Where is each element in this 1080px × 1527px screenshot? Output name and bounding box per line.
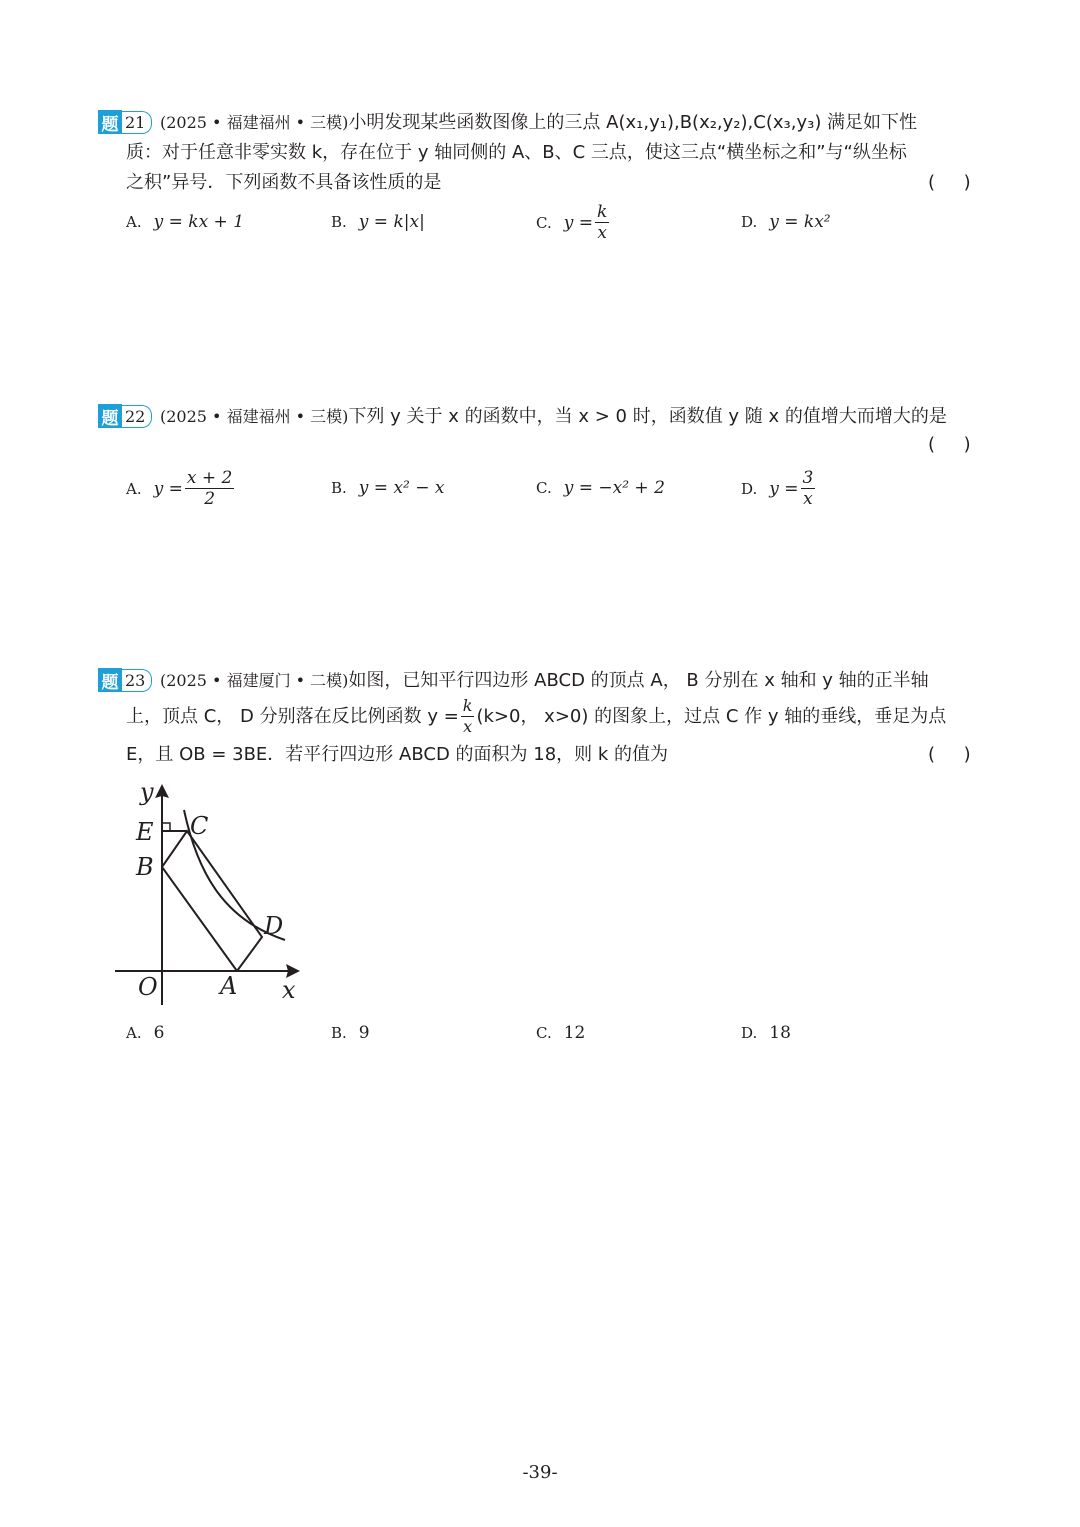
badge-label: 题 — [98, 110, 122, 134]
option-text: y = — [153, 478, 183, 499]
option-d — [741, 212, 831, 232]
option-c — [536, 1023, 585, 1043]
option-label: A. — [126, 479, 142, 498]
label-c: C — [190, 812, 209, 840]
label-b: B — [136, 853, 154, 881]
answer-paren: ( ) — [928, 172, 971, 193]
page-number: -39- — [522, 1462, 558, 1483]
option-b — [331, 478, 445, 498]
label-o: O — [138, 973, 158, 1001]
option-d — [741, 1023, 791, 1043]
option-text: y = k|x| — [358, 212, 425, 232]
question-badge — [98, 668, 152, 692]
option-text: y = kx + 1 — [153, 212, 245, 232]
option-d — [741, 468, 817, 509]
denominator: x — [803, 489, 813, 509]
parallelogram-abcd — [162, 831, 262, 971]
label-a: A — [220, 972, 238, 1000]
fraction — [185, 468, 234, 509]
badge-label: 题 — [98, 404, 122, 428]
question-line — [126, 696, 946, 737]
option-label: C. — [536, 1024, 552, 1042]
question-source: (2025 • 福建福州 • 三模) — [160, 113, 349, 132]
question-text: 小明发现某些函数图像上的三点 A(x₁,y₁),B(x₂,y₂),C(x₃,y₃) 满足如下性 — [348, 112, 918, 133]
denominator: x — [463, 717, 473, 736]
question-text: 如图，已知平行四边形 ABCD 的顶点 A， B 分别在 x 轴和 y 轴的正半轴 — [348, 670, 929, 691]
option-b — [331, 212, 425, 232]
question-text: 之积”异号．下列函数不具备该性质的是 — [126, 172, 442, 193]
fraction — [801, 468, 816, 509]
option-text: 9 — [358, 1023, 370, 1043]
option-text: 6 — [153, 1023, 165, 1043]
label-e: E — [136, 818, 154, 846]
parallelogram-figure — [110, 780, 310, 1010]
question-line — [160, 404, 947, 430]
fraction — [595, 202, 609, 243]
question-text: (k>0， x>0) 的图象上，过点 C 作 y 轴的垂线，垂足为点 — [476, 705, 947, 727]
question-text: 下列 y 关于 x 的函数中，当 x > 0 时，函数值 y 随 x 的值增大而增大的是 — [348, 406, 947, 427]
question-line — [160, 668, 929, 694]
option-label: B. — [331, 213, 347, 231]
option-a — [126, 468, 236, 509]
numerator: 3 — [802, 468, 814, 488]
option-text: 18 — [769, 1023, 791, 1043]
option-text: y = — [769, 478, 799, 499]
option-c — [536, 202, 611, 243]
answer-paren: ( ) — [928, 434, 971, 455]
denominator: x — [597, 223, 607, 243]
option-text: y = — [563, 212, 593, 233]
question-text: 上，顶点 C， D 分别落在反比例函数 y = — [126, 705, 459, 727]
option-text: y = −x² + 2 — [563, 478, 665, 498]
option-a — [126, 212, 244, 232]
question-number: 22 — [122, 405, 152, 428]
option-label: B. — [331, 479, 347, 497]
option-text: 12 — [563, 1023, 586, 1043]
numerator: k — [596, 202, 608, 222]
option-text: y = x² − x — [358, 478, 445, 498]
question-source: (2025 • 福建厦门 • 二模) — [160, 671, 349, 690]
numerator: k — [462, 696, 473, 715]
y-axis-arrow-icon — [155, 784, 169, 798]
denominator: 2 — [204, 489, 216, 509]
question-badge — [98, 404, 152, 428]
option-label: A. — [126, 1024, 142, 1042]
question-number: 21 — [122, 111, 152, 134]
option-label: A. — [126, 213, 142, 231]
option-label: D. — [741, 213, 758, 231]
question-source: (2025 • 福建福州 • 三模) — [160, 407, 349, 426]
option-c — [536, 478, 665, 498]
option-text: y = kx² — [769, 212, 831, 232]
question-number: 23 — [122, 669, 152, 692]
option-label: B. — [331, 1024, 347, 1042]
right-angle-mark — [162, 823, 170, 831]
option-label: C. — [536, 479, 552, 497]
question-text: 质：对于任意非零实数 k，存在位于 y 轴同侧的 A、B、C 三点，使这三点“横坐标之和”与“纵坐标 — [126, 142, 907, 163]
badge-label: 题 — [98, 668, 122, 692]
label-d: D — [264, 912, 284, 940]
answer-paren: ( ) — [928, 744, 971, 765]
label-x: x — [282, 976, 296, 1004]
option-a — [126, 1023, 164, 1043]
option-label: D. — [741, 1024, 758, 1042]
option-b — [331, 1023, 370, 1043]
question-badge — [98, 110, 152, 134]
numerator: x + 2 — [186, 468, 233, 488]
option-label: D. — [741, 479, 758, 498]
fraction — [461, 696, 475, 737]
question-text: E，且 OB = 3BE．若平行四边形 ABCD 的面积为 18，则 k 的值为 — [126, 744, 669, 765]
label-y: y — [140, 780, 154, 806]
option-label: C. — [536, 213, 552, 232]
question-line — [160, 110, 917, 136]
